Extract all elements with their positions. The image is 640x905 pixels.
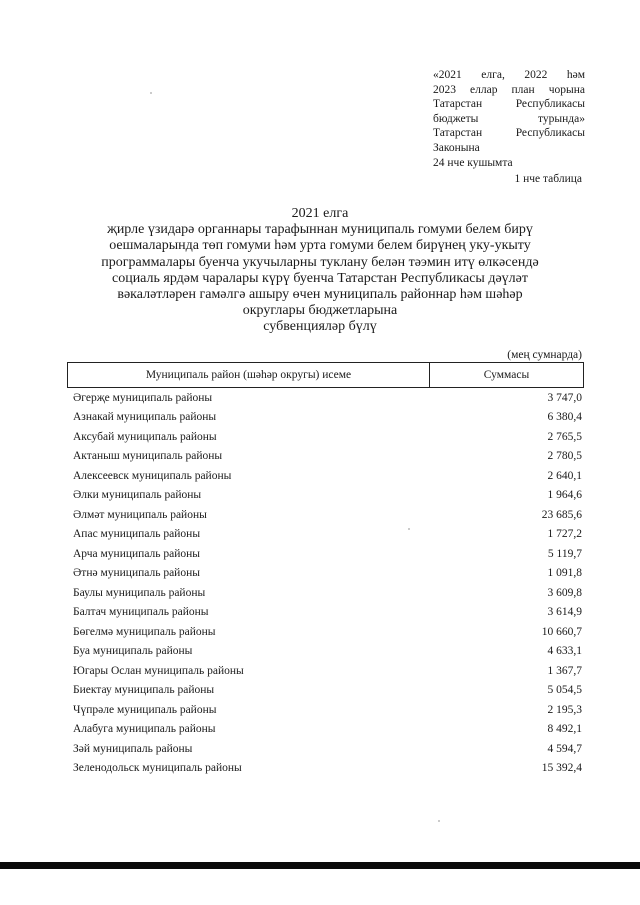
subventions-table <box>67 362 584 778</box>
district-sum: 1 091,8 <box>547 567 582 580</box>
title-line: җирле үзидарә органнары тарафыннан муниципаль гомуми белем бирү <box>107 222 533 238</box>
table-row <box>67 739 584 759</box>
district-sum: 3 609,8 <box>547 586 582 599</box>
district-name: Әтнә муниципаль районы <box>73 567 200 580</box>
district-name: Арча муниципаль районы <box>73 547 201 560</box>
district-sum: 2 780,5 <box>547 450 582 463</box>
header-sum: Суммасы <box>483 369 530 381</box>
table-row <box>67 642 584 662</box>
district-name: Әлмәт муниципаль районы <box>73 508 207 521</box>
table-row <box>67 681 584 701</box>
table-row <box>67 720 584 740</box>
district-sum: 5 054,5 <box>547 684 582 697</box>
district-sum: 2 765,5 <box>547 430 582 443</box>
district-name: Аксубай муниципаль районы <box>73 430 217 443</box>
title-line: субвенцияләр бүлү <box>263 319 377 335</box>
district-name: Әгерҗе муниципаль районы <box>73 391 213 404</box>
law-reference <box>433 68 585 170</box>
table-row <box>67 759 584 779</box>
table-row <box>67 525 584 545</box>
district-name: Зәй муниципаль районы <box>73 742 193 755</box>
reference-line: 2023 еллар план чорына <box>433 83 585 96</box>
table-row <box>67 603 584 623</box>
title-line: округлары бюджетларына <box>242 303 398 319</box>
table-row <box>67 583 584 603</box>
table-header <box>67 362 584 388</box>
units-note: (мең сумнарда) <box>507 349 582 361</box>
table-row <box>67 544 584 564</box>
reference-line: «2021 елга, 2022 һәм <box>433 69 585 81</box>
district-sum: 1 964,6 <box>547 489 582 502</box>
district-name: Алексеевск муниципаль районы <box>73 469 232 482</box>
table-row <box>67 622 584 642</box>
district-sum: 8 492,1 <box>547 723 582 736</box>
title-line: оешмаларында төп гомуми һәм урта гомуми белем бирүнең уку-укыту <box>109 238 531 254</box>
table-row <box>67 505 584 525</box>
scan-speck <box>150 92 152 94</box>
district-name: Азнакай муниципаль районы <box>73 411 217 424</box>
district-name: Чүпрәле муниципаль районы <box>73 703 217 716</box>
district-name: Биектау муниципаль районы <box>73 684 215 697</box>
scan-speck <box>408 528 410 530</box>
district-name: Апас муниципаль районы <box>73 528 201 541</box>
table-row <box>67 447 584 467</box>
title-line: социаль ярдәм чаралары күрү буенча Татарстан Республикасы дәүләт <box>111 270 528 286</box>
scan-edge-bar <box>0 862 640 869</box>
table-body <box>67 388 584 778</box>
table-row <box>67 408 584 428</box>
table-row <box>67 486 584 506</box>
title-line: вәкаләтләрен гамәлгә ашыру өчен муниципаль районнар һәм шәһәр <box>117 287 523 303</box>
reference-line: Татарстан Республикасы <box>433 98 585 111</box>
reference-line: 24 нче кушымта <box>433 156 513 169</box>
district-sum: 6 380,4 <box>547 411 582 424</box>
district-sum: 2 195,3 <box>547 703 582 716</box>
district-sum: 2 640,1 <box>547 469 582 482</box>
district-sum: 3 614,9 <box>547 606 582 619</box>
district-name: Буа муниципаль районы <box>73 645 193 658</box>
district-name: Югары Ослан муниципаль районы <box>73 664 244 677</box>
header-name: Муниципаль район (шәһәр округы) исеме <box>68 363 430 387</box>
district-sum: 4 633,1 <box>547 645 582 658</box>
district-sum: 10 660,7 <box>541 625 582 638</box>
district-name: Алабуга муниципаль районы <box>73 723 216 736</box>
district-name: Бөгелмә муниципаль районы <box>73 625 216 638</box>
table-row <box>67 700 584 720</box>
table-row <box>67 564 584 584</box>
district-name: Зеленодольск муниципаль районы <box>73 762 242 775</box>
title-line: программалары буенча укучыларны туклану белән тәэмин итү өлкәсендә <box>101 254 539 270</box>
district-sum: 4 594,7 <box>547 742 582 755</box>
district-sum: 15 392,4 <box>541 762 582 775</box>
district-name: Актаныш муниципаль районы <box>73 450 223 463</box>
district-sum: 3 747,0 <box>547 391 582 404</box>
reference-line: Законына <box>433 141 480 154</box>
table-row <box>67 388 584 408</box>
district-sum: 1 727,2 <box>547 528 582 541</box>
table-row <box>67 466 584 486</box>
scan-speck <box>438 820 440 822</box>
document-title <box>100 206 540 336</box>
title-year: 2021 елга <box>291 206 349 221</box>
district-name: Баулы муниципаль районы <box>73 586 206 599</box>
district-name: Балтач муниципаль районы <box>73 606 209 619</box>
table-number: 1 нче таблица <box>514 173 582 185</box>
district-name: Әлки муниципаль районы <box>73 489 202 502</box>
table-row <box>67 661 584 681</box>
reference-line: Татарстан Республикасы <box>433 127 585 140</box>
table-row <box>67 427 584 447</box>
district-sum: 23 685,6 <box>541 508 582 521</box>
district-sum: 1 367,7 <box>547 664 582 677</box>
reference-line: бюджеты турында» <box>433 112 585 125</box>
district-sum: 5 119,7 <box>547 547 582 560</box>
